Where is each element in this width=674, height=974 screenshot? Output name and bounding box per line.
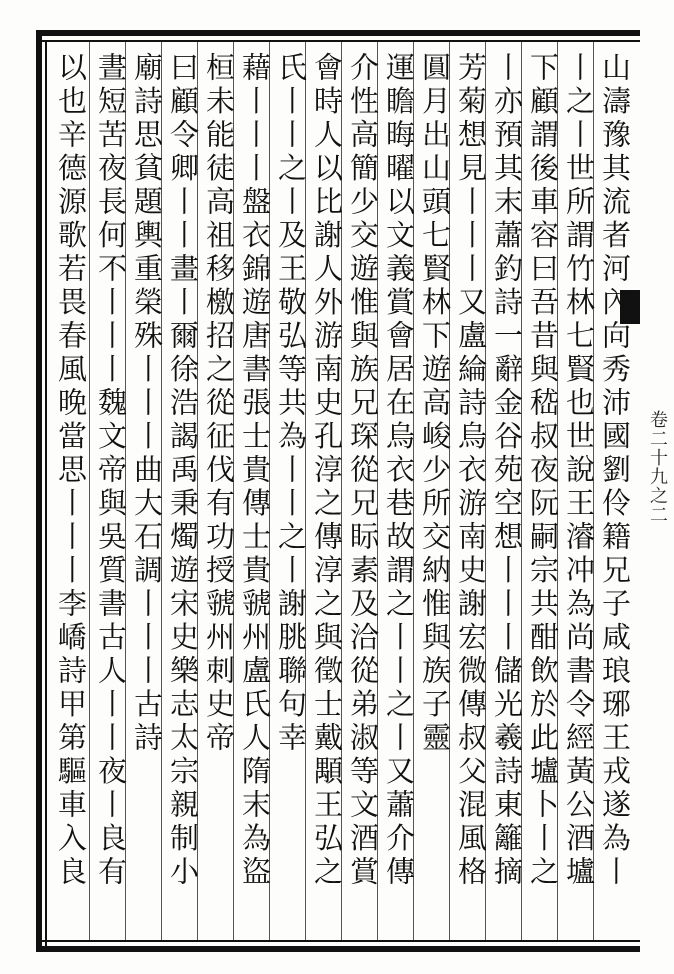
frame-border-bottom-inner <box>36 940 640 942</box>
text-column: 丨之丨世所謂竹林七賢也世說王濬冲為尚書令經黃公酒壚 <box>562 52 596 890</box>
text-column: 桓未能徒高祖移檄招之從征伐有功授虢州刺史帝 <box>202 52 236 756</box>
text-column: 氏丨丨之丨及王敬弘等共為丨丨之丨謝朓聯句幸 <box>274 52 308 756</box>
frame-border-left <box>36 30 42 952</box>
text-column: 廟詩思貧題輿重榮殊丨丨丨曲大石調丨丨丨古詩 <box>130 52 164 756</box>
text-column: 藉丨丨丨盤衣錦遊唐書張士貴傳士貴虢州盧氏人隋末為盜 <box>238 52 272 890</box>
text-column: 以也辛德源歌若畏春風晚當思丨丨丨李嶠詩甲第驅車入良 <box>54 52 88 890</box>
text-column: 介性高簡少交遊惟與族兄琛從兄眎素及洽從弟淑等文酒賞 <box>346 52 380 890</box>
text-column: 下顧謂後車容曰吾昔與嵇叔夜阮嗣宗共酣飲於此壚卜丨之 <box>526 52 560 890</box>
margin-volume-label: 卷二十九之二 <box>647 410 668 524</box>
text-column: 芳菊想見丨丨丨又盧綸詩烏衣游南史謝宏微傳叔父混風格 <box>454 52 488 890</box>
text-column: 會時人以比謝人外游南史孔淳之傳淳之與徵士戴顒王弘之 <box>310 52 344 890</box>
frame-border-left-inner <box>45 40 47 948</box>
text-column: 運瞻晦曜以文義賞會居在烏衣巷故謂之丨丨之丨又蕭介傳 <box>382 52 416 890</box>
frame-border-bottom <box>36 946 640 952</box>
text-column: 丨亦預其末蕭釣詩一辭金谷苑空想丨丨丨儲光羲詩東籬摘 <box>490 52 524 890</box>
frame-border-top <box>36 30 640 36</box>
text-column: 山濤豫其流者河內向秀沛國劉伶籍兄子咸琅琊王戎遂為丨 <box>598 52 632 890</box>
text-column: 曰顧令卿丨丨畫丨爾徐浩謁禹秉燭遊宋史樂志太宗親制小 <box>166 52 200 890</box>
text-column: 圓月出山頭七賢林下遊高峻少所交納惟與族子靈 <box>418 52 452 756</box>
frame-border-top-inner <box>36 40 640 42</box>
text-column: 晝短苦夜長何不丨丨丨魏文帝與吳質書古人丨丨夜丨良有 <box>94 52 128 890</box>
